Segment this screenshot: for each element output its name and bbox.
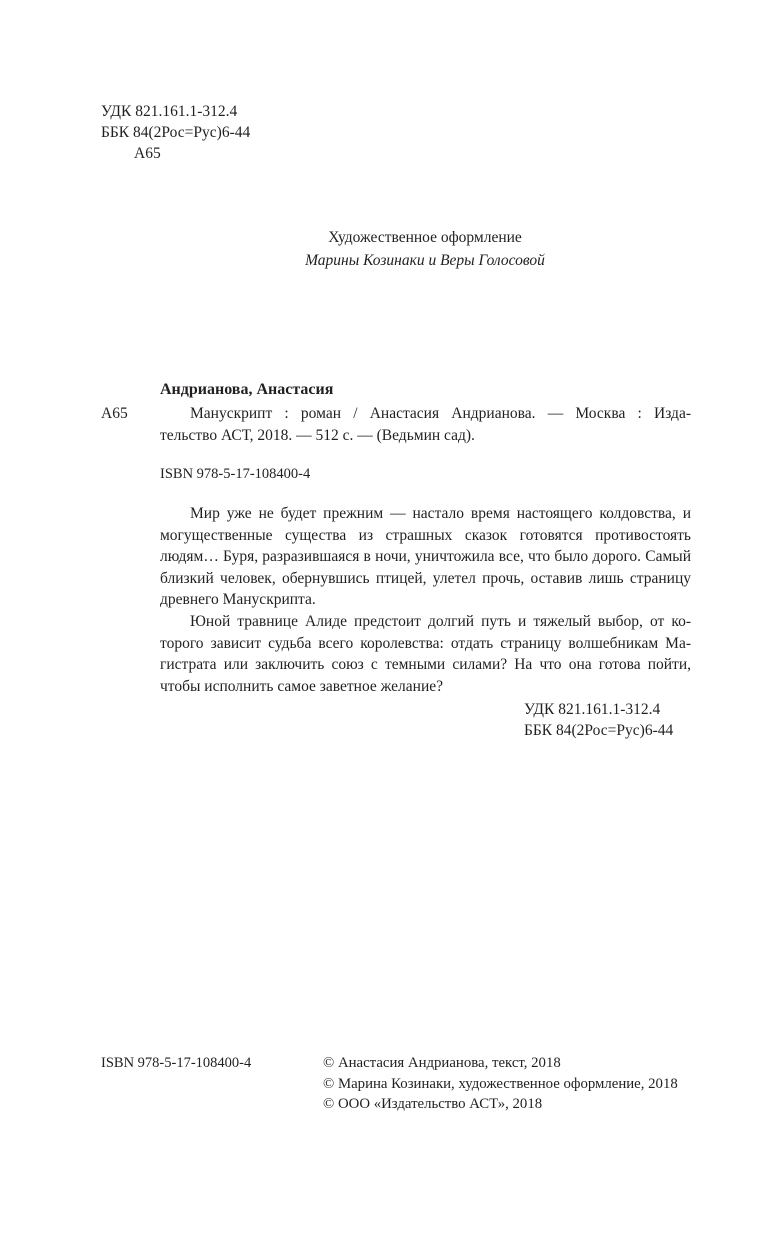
classification-codes-top	[101, 101, 250, 164]
author-mark: А65	[134, 145, 161, 162]
udk-code: УДК 821.161.1-312.4	[101, 103, 238, 120]
catalog-author-mark: А65	[101, 405, 128, 422]
bbk-code-repeat: ББК 84(2Рос=Рус)6-44	[524, 722, 674, 739]
copyright-line: © ООО «Издательство АСТ», 2018	[323, 1096, 543, 1112]
art-credit-title: Художественное оформление	[328, 229, 522, 246]
catalog-description	[160, 403, 691, 447]
annotation-paragraph: Юной травнице Алиде предстоит долгий путь и тяжелый выбор, от которого зависит судьба всего королевства: отдать страницу волшебникам Магистрата или заключить союз с темными силами? На что она готова пойти, чтобы исполнить самое заветное желание?	[160, 612, 691, 695]
copyright-notices	[323, 1053, 678, 1115]
copyright-line: © Марина Козинаки, художественное оформление, 2018	[323, 1075, 678, 1092]
art-credit-names: Марины Козинаки и Веры Голосовой	[305, 252, 545, 269]
catalog-description-line-2: тельство АСТ, 2018. — 512 с. — (Ведьмин сад).	[160, 427, 475, 444]
annotation-paragraph: Мир уже не будет прежним — настало время настоящего колдовства, и могущественные существа из страшных сказок готовятся противостоять людям… Буря, разразившаяся в ночи, уничтожила все, что было дорого. Самый близкий человек, обернувшись птицей, улетел прочь, оставив лишь страницу древнего Манускрипта.	[160, 505, 691, 609]
catalog-author: Андрианова, Анастасия	[160, 381, 334, 398]
annotation	[160, 503, 691, 697]
catalog-description-line-1: Манускрипт : роман / Анастасия Андрианова. — Москва : Изда-	[190, 405, 691, 422]
bbk-code: ББК 84(2Рос=Рус)6-44	[101, 124, 251, 141]
art-credit	[300, 226, 550, 272]
footer-isbn: ISBN 978-5-17-108400-4	[101, 1055, 252, 1071]
copyright-line: © Анастасия Андрианова, текст, 2018	[323, 1055, 561, 1071]
udk-code-repeat: УДК 821.161.1-312.4	[524, 701, 661, 718]
catalog-isbn: ISBN 978-5-17-108400-4	[160, 466, 311, 482]
classification-codes-repeat	[524, 699, 673, 741]
